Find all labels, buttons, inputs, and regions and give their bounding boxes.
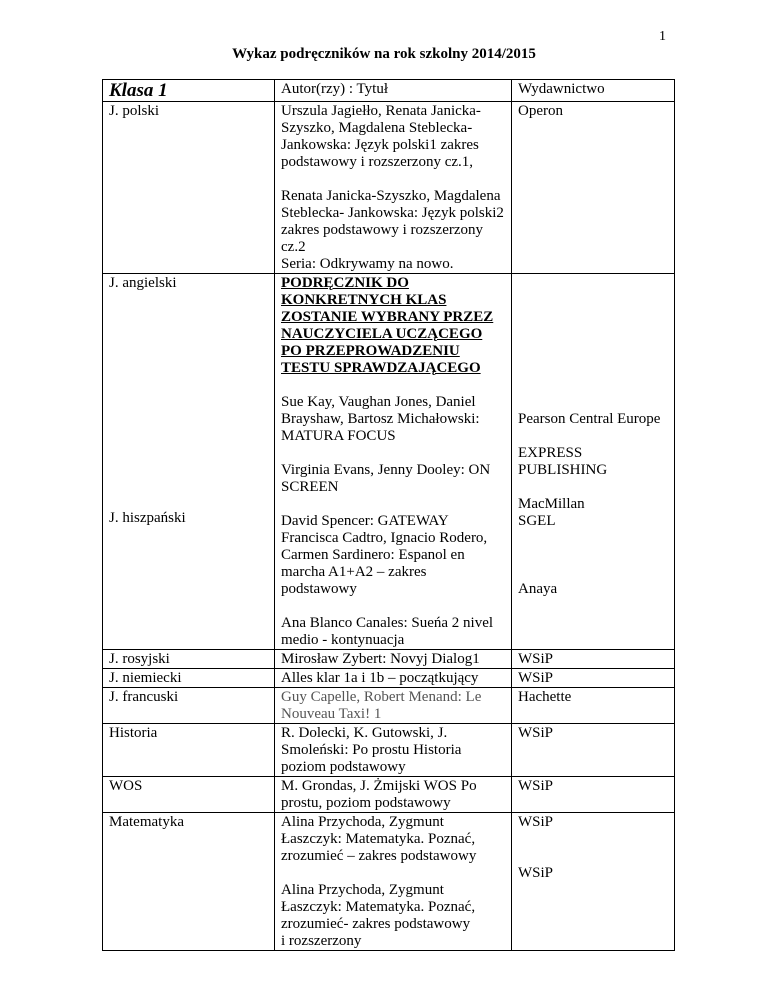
publisher-hiszpanski-1: SGEL xyxy=(518,513,556,529)
book-rosyjski: Mirosław Zybert: Novyj Dialog1 xyxy=(275,650,512,669)
subject-matematyka: Matematyka xyxy=(103,813,275,951)
subject-historia: Historia xyxy=(103,724,275,777)
publisher-header: Wydawnictwo xyxy=(512,80,675,102)
publisher-wos: WSiP xyxy=(512,777,675,813)
subject-hiszpanski: J. hiszpański xyxy=(109,510,186,526)
publisher-polski: Operon xyxy=(512,102,675,274)
publisher-angielski-3: MacMillan xyxy=(518,496,585,512)
book-angielski-2: Virginia Evans, Jenny Dooley: ON SCREEN xyxy=(281,462,491,495)
subject-niemiecki: J. niemiecki xyxy=(103,669,275,688)
book-hiszpanski-1: Francisca Cadtro, Ignacio Rodero, Carmen Sardinero: Espanol en marcha A1+A2 – zakres podstawowy xyxy=(281,530,488,597)
table-row xyxy=(103,669,675,688)
table-row xyxy=(103,688,675,724)
books-matematyka xyxy=(275,813,512,951)
publishers-matematyka xyxy=(512,813,675,951)
table-row xyxy=(103,813,675,951)
publisher-angielski-1: Pearson Central Europe xyxy=(518,411,661,427)
series-polski: Seria: Odkrywamy na nowo. xyxy=(281,256,454,272)
books-angielski xyxy=(275,274,512,650)
subject-angielski: J. angielski J. hiszpański xyxy=(103,274,275,650)
book-angielski-1: Sue Kay, Vaughan Jones, Daniel Brayshaw, Bartosz Michałowski: MATURA FOCUS xyxy=(281,394,480,444)
publisher-historia: WSiP xyxy=(512,724,675,777)
publisher-hiszpanski-2: Anaya xyxy=(518,581,558,597)
author-title-header: Autor(rzy) : Tytuł xyxy=(275,80,512,102)
table-row xyxy=(103,102,675,274)
table-header-row xyxy=(103,80,675,102)
book-historia: R. Dolecki, K. Gutowski, J. Smoleński: Po prostu Historia poziom podstawowy xyxy=(275,724,512,777)
book-wos: M. Grondas, J. Żmijski WOS Po prostu, poziom podstawowy xyxy=(275,777,512,813)
subject-francuski: J. francuski xyxy=(103,688,275,724)
book-polski-2: Renata Janicka-Szyszko, Magdalena Steblecka- Jankowska: Język polski2 zakres podstawowy i rozszerzony cz.2 xyxy=(281,188,504,255)
page-number: 1 xyxy=(659,29,666,44)
book-matematyka-2-scope: i rozszerzony xyxy=(281,933,362,949)
subject-polski: J. polski xyxy=(103,102,275,274)
publisher-niemiecki: WSiP xyxy=(512,669,675,688)
book-niemiecki: Alles klar 1a i 1b – początkujący xyxy=(275,669,512,688)
subject-wos: WOS xyxy=(103,777,275,813)
publisher-matematyka-1: WSiP xyxy=(518,814,554,830)
textbook-table xyxy=(102,79,675,951)
class-cell xyxy=(103,80,275,102)
books-polski xyxy=(275,102,512,274)
publisher-rosyjski: WSiP xyxy=(512,650,675,669)
publisher-francuski: Hachette xyxy=(512,688,675,724)
teacher-selection-note: PODRĘCZNIK DO KONKRETNYCH KLAS ZOSTANIE WYBRANY PRZEZ NAUCZYCIELA UCZĄCEGO PO PRZEPROWADZENIU TESTU SPRAWDZAJĄCEGO xyxy=(281,275,494,376)
class-label: Klasa 1 xyxy=(109,80,168,101)
book-matematyka-2: Alina Przychoda, Zygmunt Łaszczyk: Matematyka. Poznać, zrozumieć- zakres podstawowy xyxy=(281,882,476,932)
book-hiszpanski-2: Ana Blanco Canales: Sueńa 2 nivel medio - kontynuacja xyxy=(281,615,494,648)
subject-rosyjski: J. rosyjski xyxy=(103,650,275,669)
publishers-angielski xyxy=(512,274,675,650)
publisher-angielski-2: EXPRESS PUBLISHING xyxy=(518,445,608,478)
publisher-matematyka-2: WSiP xyxy=(518,865,554,881)
book-matematyka-1: Alina Przychoda, Zygmunt Łaszczyk: Matematyka. Poznać, zrozumieć – zakres podstawowy xyxy=(281,814,477,864)
table-row xyxy=(103,274,675,650)
table-row xyxy=(103,777,675,813)
book-francuski: Guy Capelle, Robert Menand: Le Nouveau Taxi! 1 xyxy=(275,688,512,724)
document-title: Wykaz podręczników na rok szkolny 2014/2015 xyxy=(232,46,536,62)
book-angielski-3: David Spencer: GATEWAY xyxy=(281,513,449,529)
table-row xyxy=(103,724,675,777)
table-row xyxy=(103,650,675,669)
book-polski-1: Urszula Jagiełło, Renata Janicka-Szyszko, Magdalena Steblecka-Jankowska: Język polski1 zakres podstawowy i rozszerzony cz.1, xyxy=(281,103,481,170)
